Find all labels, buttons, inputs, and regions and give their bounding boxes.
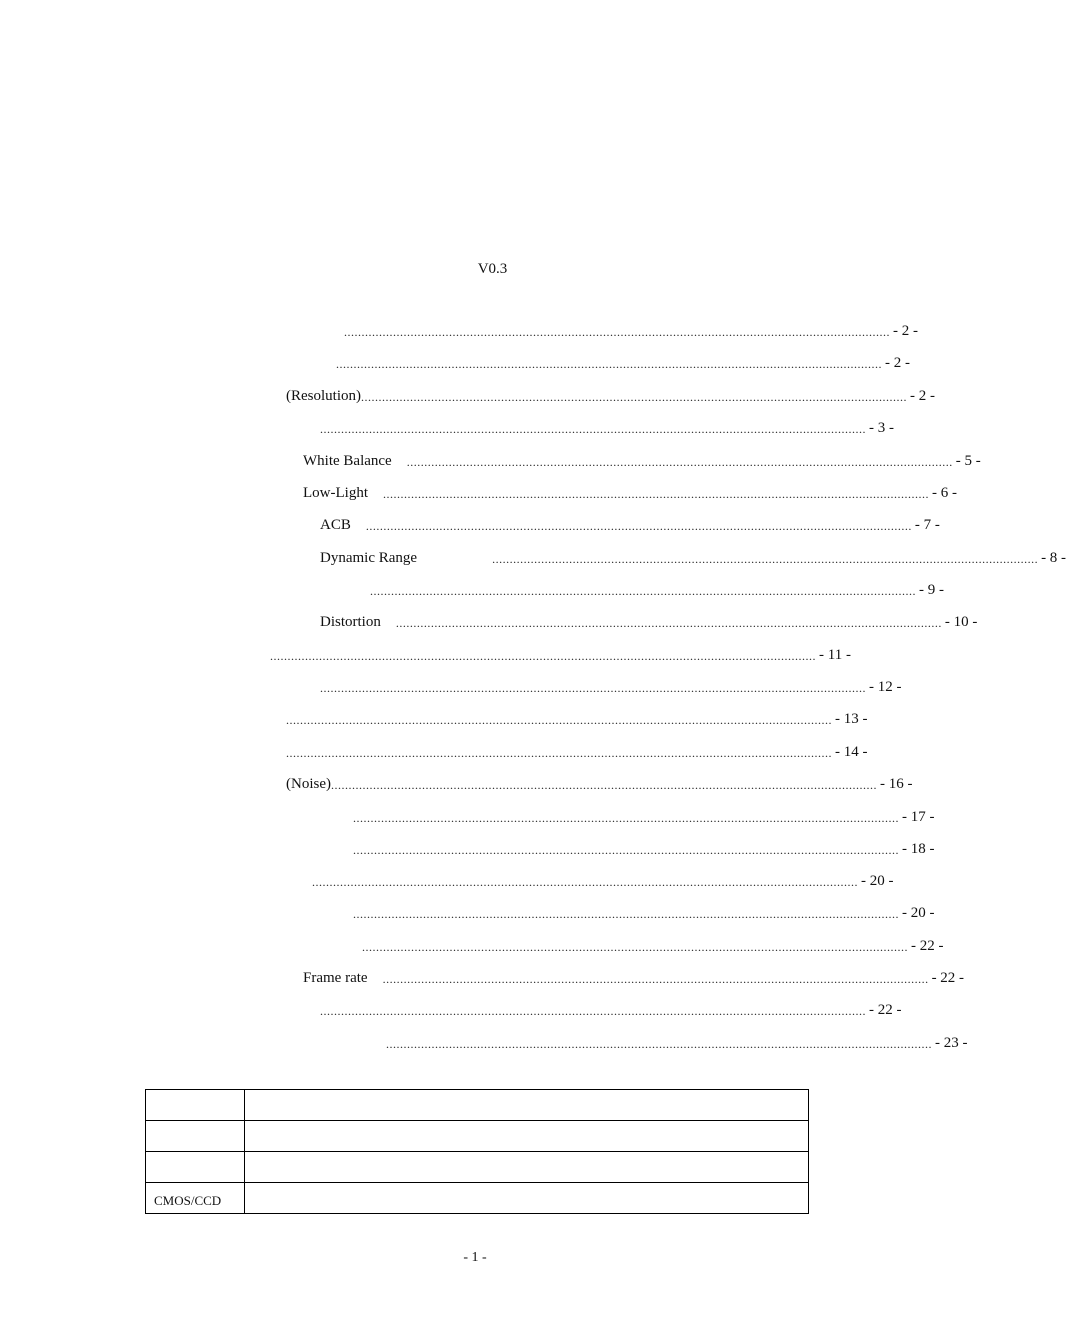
table-cell [245, 1152, 809, 1183]
toc-leader-dots: ............................................................................................................................................................ [353, 907, 899, 921]
toc-entry-label: Low-Light [303, 485, 368, 501]
toc-entry[interactable] [320, 514, 940, 536]
table-cell [146, 1152, 245, 1183]
toc-leader-dots: ............................................................................................................................................................ [320, 681, 866, 695]
table-row [146, 1183, 809, 1214]
toc-entry-page: - 2 - [910, 388, 935, 404]
toc-entry-page: - 22 - [911, 938, 944, 954]
toc-entry-page: - 9 - [919, 582, 944, 598]
toc-entry[interactable] [286, 385, 935, 407]
toc-entry-label: Distortion [320, 614, 381, 630]
table-cell [245, 1183, 809, 1214]
toc-entry-page: - 18 - [902, 841, 935, 857]
toc-entry[interactable] [303, 450, 981, 472]
toc-entry-page: - 20 - [902, 905, 935, 921]
toc-leader-dots: ............................................................................................................................................................ [286, 746, 832, 760]
toc-entry[interactable] [303, 482, 957, 504]
toc-entry[interactable] [312, 870, 894, 892]
toc-entry[interactable] [336, 352, 910, 374]
toc-leader-dots: ............................................................................................................................................................ [270, 649, 816, 663]
toc-entry-label: ACB [320, 517, 351, 533]
toc-entry[interactable] [344, 320, 918, 342]
toc-leader-dots: ............................................................................................................................................................ [353, 843, 899, 857]
toc-leader-dots: ............................................................................................................................................................ [362, 940, 908, 954]
toc-entry[interactable] [303, 967, 965, 989]
toc-entry-page: - 6 - [932, 485, 957, 501]
toc-entry[interactable] [320, 676, 902, 698]
info-table [145, 1089, 809, 1214]
toc-entry-label: Frame rate [303, 970, 368, 986]
toc-entry-label: White Balance [303, 453, 392, 469]
toc-entry-page: - 8 - [1041, 550, 1066, 566]
table-row [146, 1090, 809, 1121]
toc-leader-dots: ............................................................................................................................................................ [361, 390, 907, 404]
toc-entry-page: - 10 - [944, 614, 978, 630]
toc-leader-dots: ............................................................................................................................................................ [395, 616, 942, 630]
table-cell [245, 1090, 809, 1121]
toc-leader-dots: ............................................................................................................................................................ [406, 455, 953, 469]
toc-leader-dots: ............................................................................................................................................................ [382, 972, 929, 986]
toc-entry-page: - 12 - [869, 679, 902, 695]
toc-entry-page: - 13 - [835, 711, 868, 727]
toc-leader-dots: ............................................................................................................................................................ [365, 519, 912, 533]
toc-leader-dots: ............................................................................................................................................................ [383, 487, 929, 501]
toc-entry[interactable] [320, 611, 978, 633]
toc-entry-page: - 22 - [931, 970, 965, 986]
toc-entry[interactable] [320, 417, 894, 439]
toc-entry-page: - 17 - [902, 809, 935, 825]
toc-entry-page: - 22 - [869, 1002, 902, 1018]
toc-entry-page: - 20 - [861, 873, 894, 889]
toc-entry[interactable] [320, 999, 902, 1021]
toc-entry[interactable] [270, 644, 851, 666]
toc-entry[interactable] [386, 1032, 968, 1054]
toc-entry[interactable] [370, 579, 944, 601]
toc-leader-dots: ............................................................................................................................................................ [386, 1037, 932, 1051]
toc-entry-page: - 11 - [819, 647, 851, 663]
toc-entry[interactable] [286, 773, 913, 795]
toc-leader-dots: ............................................................................................................................................................ [370, 584, 916, 598]
toc-entry-page: - 23 - [935, 1035, 968, 1051]
toc-entry[interactable] [286, 708, 868, 730]
toc-entry-page: - 7 - [914, 517, 940, 533]
document-version: V0.3 [477, 261, 508, 277]
toc-leader-dots: ............................................................................................................................................................ [492, 552, 1039, 566]
table-row [146, 1152, 809, 1183]
toc-leader-dots: ............................................................................................................................................................ [344, 325, 890, 339]
toc-entry-page: - 3 - [869, 420, 894, 436]
table-cell [146, 1121, 245, 1152]
toc-leader-dots: ............................................................................................................................................................ [336, 357, 882, 371]
toc-entry-page: - 5 - [955, 453, 981, 469]
toc-entry[interactable] [286, 741, 868, 763]
toc-entry[interactable] [353, 838, 935, 860]
toc-leader-dots: ............................................................................................................................................................ [320, 1004, 866, 1018]
table-cell [245, 1121, 809, 1152]
toc-entry[interactable] [353, 902, 935, 924]
toc-entry-page: - 2 - [893, 323, 918, 339]
toc-entry-page: - 14 - [835, 744, 868, 760]
toc-entry[interactable] [320, 547, 1066, 569]
toc-entry-label: (Resolution) [286, 388, 361, 404]
toc-entry-page: - 16 - [880, 776, 913, 792]
table-cell: CMOS/CCD [146, 1183, 245, 1214]
table-row [146, 1121, 809, 1152]
toc-leader-dots: ............................................................................................................................................................ [353, 811, 899, 825]
page-number: - 1 - [463, 1250, 487, 1265]
toc-entry[interactable] [353, 806, 935, 828]
toc-leader-dots: ............................................................................................................................................................ [320, 422, 866, 436]
toc-entry-label: (Noise) [286, 776, 331, 792]
toc-leader-dots: ............................................................................................................................................................ [331, 778, 877, 792]
toc-entry[interactable] [362, 935, 944, 957]
toc-entry-page: - 2 - [885, 355, 910, 371]
table-cell [146, 1090, 245, 1121]
toc-entry-label: Dynamic Range [320, 550, 418, 566]
toc-leader-dots: ............................................................................................................................................................ [312, 875, 858, 889]
toc-leader-dots: ............................................................................................................................................................ [286, 713, 832, 727]
